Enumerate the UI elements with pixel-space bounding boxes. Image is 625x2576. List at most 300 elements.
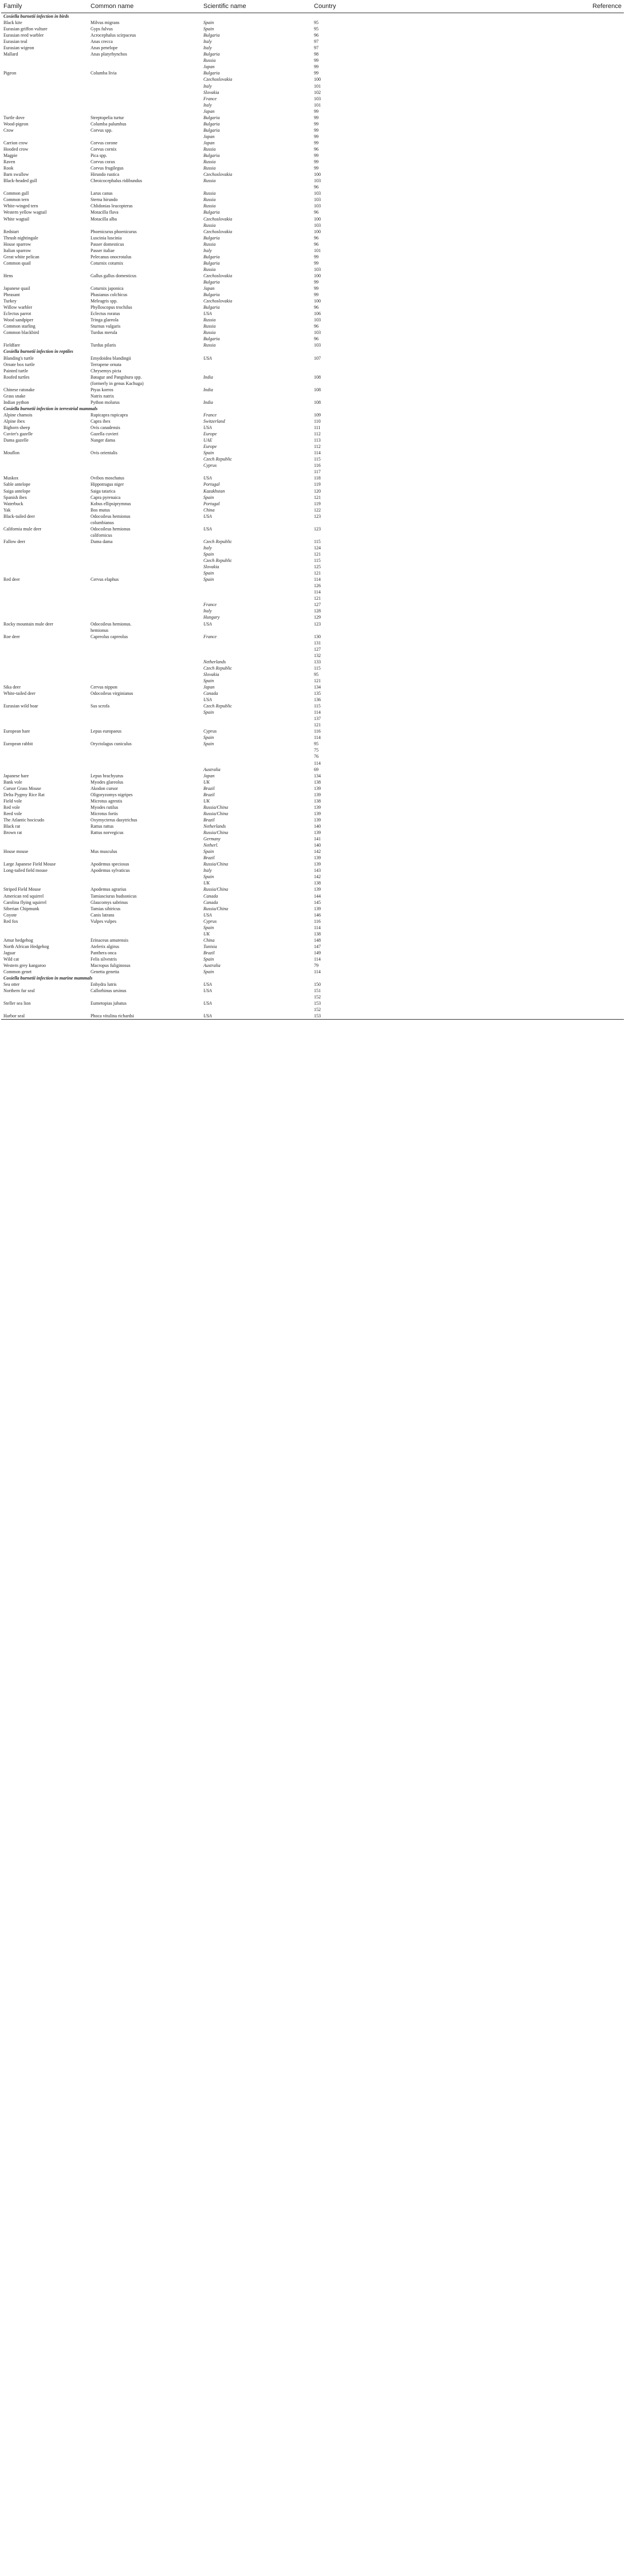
common-name-cell [88, 614, 201, 620]
country-cell: 102 [314, 89, 321, 95]
common-name-cell: Nanger dama [91, 438, 115, 443]
reference-cell [420, 551, 624, 557]
family-cell: Great white pelican [3, 254, 40, 259]
scientific-name-cell: Czechoslovakia [203, 172, 233, 178]
family-cell: Roofed turtles [3, 374, 30, 380]
reference-cell [420, 836, 624, 842]
country-cell: 120 [314, 488, 321, 494]
family-cell: Fallow deer [3, 538, 25, 544]
table-row [1, 614, 624, 620]
common-name-cell: Mus musculus [91, 849, 117, 855]
family-cell [1, 266, 88, 273]
family-cell: Pigeon [3, 70, 17, 76]
scientific-name-cell: Czechoslovakia [203, 273, 233, 278]
common-name-cell: Gallus gallus domesticus [91, 273, 136, 278]
family-cell: Hens [3, 273, 13, 278]
country-cell: 134 [314, 684, 321, 690]
common-name-cell: Natrix natrix [91, 393, 115, 399]
family-cell: Amur hedgehog [3, 937, 33, 943]
common-name-cell [88, 855, 201, 861]
country-cell: 106 [314, 311, 321, 317]
reference-cell [420, 70, 624, 76]
reference-cell [420, 652, 624, 659]
table-row [1, 792, 624, 798]
common-name-cell: Odocoileus hemionus [91, 513, 131, 519]
table-row [1, 804, 624, 811]
scientific-name-cell: France [203, 412, 217, 418]
country-cell: 152 [314, 994, 321, 1000]
country-cell: 121 [314, 722, 321, 728]
common-name-cell: Cervus elaphus [91, 577, 119, 583]
family-cell [1, 747, 88, 753]
country-cell [312, 520, 420, 526]
scientific-name-cell: Spain [203, 678, 214, 683]
country-cell: 139 [314, 862, 321, 867]
country-cell: 76 [314, 754, 319, 760]
common-name-cell: Bos mutus [91, 507, 111, 513]
common-name-cell: Atelerix algirus [91, 943, 119, 949]
reference-cell [420, 564, 624, 570]
family-cell: Eurasian wigeon [3, 45, 34, 51]
reference-cell [420, 229, 624, 235]
country-cell: 139 [314, 785, 321, 791]
country-cell: 140 [314, 824, 321, 829]
family-cell: Siberian Chipmunk [3, 906, 40, 911]
table-row [1, 387, 624, 393]
country-cell: 115 [314, 457, 321, 462]
reference-cell [420, 501, 624, 507]
common-name-cell [88, 640, 201, 646]
table-row [1, 538, 624, 545]
country-cell: 142 [314, 874, 321, 880]
country-cell: 96 [314, 235, 319, 241]
reference-cell [420, 266, 624, 273]
country-cell: 139 [314, 906, 321, 911]
scientific-name-cell: India [203, 387, 213, 392]
reference-cell [420, 469, 624, 475]
country-cell: 138 [314, 798, 321, 804]
family-cell: Eurasian griffon vulture [3, 26, 48, 32]
family-cell: Black rat [3, 824, 21, 829]
table-row [1, 127, 624, 133]
family-cell: Common genet [3, 969, 32, 975]
table-row [1, 785, 624, 792]
country-cell: 99 [314, 292, 319, 298]
country-cell: 108 [314, 387, 321, 392]
scientific-name-cell: Spain [203, 735, 214, 741]
table-row [1, 57, 624, 64]
reference-cell [420, 956, 624, 962]
table-row [1, 671, 624, 678]
reference-cell [420, 576, 624, 583]
family-cell [1, 627, 88, 634]
family-cell: Blanding's turtle [3, 355, 34, 361]
scientific-name-cell: Switzerland [203, 419, 225, 424]
common-name-cell [88, 874, 201, 880]
table-row [1, 209, 624, 215]
country-cell: 121 [314, 596, 321, 601]
table-row [1, 32, 624, 38]
scientific-name-cell: Russia/China [203, 906, 229, 911]
country-cell: 138 [314, 880, 321, 886]
family-cell: Carrion crow [3, 140, 28, 145]
table-row [1, 526, 624, 532]
table-row [1, 108, 624, 115]
table-row [1, 893, 624, 899]
common-name-cell [88, 83, 201, 89]
country-cell: 119 [314, 482, 321, 487]
common-name-cell: Columba livia [91, 70, 117, 76]
country-cell: 139 [314, 817, 321, 823]
reference-cell [420, 722, 624, 728]
country-cell: 112 [314, 444, 321, 450]
reference-cell [420, 906, 624, 912]
common-name-cell: Kobus ellipsiprymnus [91, 501, 131, 506]
scientific-name-cell: Netherlands [203, 824, 226, 829]
common-name-cell: Myodes rutilus [91, 804, 119, 810]
scientific-name-cell: Spain [203, 20, 214, 26]
country-cell: 103 [314, 191, 321, 196]
common-name-cell [88, 652, 201, 659]
scientific-name-cell: Brazil [203, 817, 215, 823]
table-row [1, 254, 624, 260]
reference-cell [420, 380, 624, 387]
reference-cell [420, 994, 624, 1000]
table-row [1, 317, 624, 323]
family-cell [1, 336, 88, 342]
family-cell: Japanese quail [3, 286, 30, 292]
reference-cell [420, 703, 624, 709]
country-cell: 103 [314, 222, 321, 228]
family-cell: Mouflon [3, 450, 19, 456]
country-cell: 100 [314, 273, 321, 278]
table-row [1, 279, 624, 285]
scientific-name-cell: India [203, 399, 213, 405]
table-row [1, 1013, 624, 1020]
table-row [1, 697, 624, 703]
reference-cell [420, 83, 624, 89]
header-country: Country [312, 0, 420, 13]
scientific-name-cell: Russia [203, 197, 216, 203]
reference-cell [420, 728, 624, 734]
scientific-name-cell: USA [203, 526, 212, 532]
common-name-cell: hemionus [91, 627, 109, 633]
family-cell: Grass snake [3, 393, 26, 399]
country-cell: 99 [314, 166, 319, 171]
country-cell: 127 [314, 646, 321, 652]
family-cell [1, 469, 88, 475]
family-cell: Willow warbler [3, 305, 33, 310]
scientific-name-cell: UK [203, 931, 210, 937]
table-row [1, 627, 624, 634]
table-row [1, 773, 624, 779]
table-row [1, 184, 624, 190]
family-cell [1, 96, 88, 102]
reference-cell [420, 342, 624, 348]
common-name-cell [88, 266, 201, 273]
country-cell: 99 [314, 140, 319, 145]
reference-cell [420, 279, 624, 285]
table-row [1, 823, 624, 829]
table-row [1, 171, 624, 178]
table-row [1, 520, 624, 526]
country-cell: 95 [314, 671, 319, 677]
reference-cell [420, 165, 624, 171]
family-cell [1, 608, 88, 614]
scientific-name-cell: USA [203, 697, 212, 703]
common-name-cell: Acrocephalus scirpaceus [91, 33, 136, 38]
common-name-cell: Myodes glareolus [91, 779, 124, 785]
reference-cell [420, 57, 624, 64]
table-row [1, 418, 624, 424]
table-row [1, 323, 624, 329]
scientific-name-cell [201, 760, 312, 766]
common-name-cell: Phoca vitulina richardsi [91, 1013, 134, 1019]
family-cell: Wild cat [3, 956, 19, 962]
reference-cell [420, 450, 624, 456]
common-name-cell [88, 747, 201, 753]
reference-cell [420, 152, 624, 159]
family-cell: Common quail [3, 260, 31, 266]
family-cell: Rook [3, 166, 14, 171]
reference-cell [420, 184, 624, 190]
table-row [1, 380, 624, 387]
table-header [1, 0, 624, 13]
family-cell: Reed vole [3, 811, 22, 816]
scientific-name-cell: Czechoslovakia [203, 216, 233, 222]
scientific-name-cell [201, 393, 312, 399]
table-row [1, 203, 624, 209]
country-cell: 114 [314, 925, 321, 930]
table-row [1, 355, 624, 361]
common-name-cell: californicus [91, 532, 112, 538]
country-cell [312, 393, 420, 399]
family-cell [1, 76, 88, 82]
common-name-cell: Hippotragus niger [91, 482, 124, 487]
reference-cell [420, 684, 624, 690]
table-row [1, 867, 624, 874]
family-cell [1, 855, 88, 861]
reference-cell [420, 811, 624, 817]
section-heading-row [1, 406, 624, 412]
table-row [1, 665, 624, 671]
family-cell [1, 994, 88, 1000]
country-cell [312, 368, 420, 374]
table-row [1, 766, 624, 773]
reference-cell [420, 254, 624, 260]
scientific-name-cell: France [203, 634, 217, 639]
scientific-name-cell: Czechoslovakia [203, 229, 233, 234]
table-row [1, 45, 624, 51]
family-cell [1, 722, 88, 728]
country-cell: 107 [314, 355, 321, 361]
scientific-name-cell: France [203, 96, 217, 101]
country-cell: 103 [314, 203, 321, 209]
reference-cell [420, 855, 624, 861]
common-name-cell [88, 760, 201, 766]
table-row [1, 336, 624, 342]
scientific-name-cell: Spain [203, 577, 214, 583]
family-cell: Northern fur seal [3, 988, 35, 994]
reference-cell [420, 424, 624, 431]
scientific-name-cell: Russia/China [203, 830, 229, 836]
scientific-name-cell [201, 627, 312, 634]
reference-cell [420, 937, 624, 943]
scientific-name-cell: Japan [203, 133, 215, 139]
table-row [1, 507, 624, 513]
country-cell: 99 [314, 254, 319, 259]
common-name-cell: Capra pyrenaica [91, 494, 121, 500]
country-cell: 114 [314, 956, 321, 962]
family-cell [1, 715, 88, 722]
common-name-cell: Oligoryzomys nigripes [91, 792, 133, 797]
reference-cell [420, 355, 624, 361]
scientific-name-cell: Italy [203, 39, 212, 45]
reference-cell [420, 709, 624, 715]
reference-cell [420, 475, 624, 481]
scientific-name-cell: USA [203, 912, 212, 918]
scientific-name-cell: Hungary [203, 615, 220, 620]
scientific-name-cell: Russia [203, 330, 216, 336]
common-name-cell: Emydoidea blandingii [91, 355, 131, 361]
scientific-name-cell: Australia [203, 963, 221, 969]
common-name-cell [88, 1006, 201, 1013]
scientific-name-cell: Cyprus [203, 729, 217, 734]
family-cell: Cursor Grass Mouse [3, 785, 41, 791]
table-row [1, 102, 624, 108]
country-cell: 114 [314, 577, 321, 583]
family-cell: Red deer [3, 577, 20, 583]
table-row [1, 861, 624, 867]
family-cell: Black kite [3, 20, 22, 26]
scientific-name-cell: Germany [203, 836, 221, 842]
section-heading: Coxiella burnetii infection in marine mammals [3, 976, 93, 981]
common-name-cell [88, 665, 201, 671]
scientific-name-cell: Canada [203, 691, 218, 697]
country-cell: 123 [314, 526, 321, 532]
country-cell: 116 [314, 729, 321, 734]
table-row [1, 988, 624, 994]
family-cell: Common tern [3, 197, 29, 203]
family-cell: Hooded crow [3, 146, 29, 152]
reference-cell [420, 178, 624, 184]
reference-cell [420, 962, 624, 969]
reference-cell [420, 171, 624, 178]
table-row [1, 760, 624, 766]
common-name-cell: Chrysemys picta [91, 368, 121, 373]
reference-cell [420, 595, 624, 601]
scientific-name-cell: Italy [203, 868, 212, 874]
reference-cell [420, 310, 624, 317]
table-row [1, 842, 624, 848]
family-cell: Steller sea lion [3, 1001, 31, 1006]
table-row [1, 235, 624, 241]
table-row [1, 298, 624, 304]
reference-cell [420, 443, 624, 450]
family-cell: Jaguar [3, 950, 15, 955]
family-cell [1, 520, 88, 526]
family-cell: Alpine chamois [3, 412, 33, 418]
reference-cell [420, 538, 624, 545]
common-name-cell: Tringa glareola [91, 317, 119, 323]
common-name-cell: Pica spp. [91, 153, 107, 159]
country-cell: 95 [314, 741, 319, 747]
reference-cell [420, 823, 624, 829]
scientific-name-cell: UK [203, 798, 210, 804]
reference-cell [420, 912, 624, 918]
table-row [1, 469, 624, 475]
family-cell: Alpine ibex [3, 419, 25, 424]
table-row [1, 545, 624, 551]
table-row [1, 292, 624, 298]
common-name-cell: Motacilla flava [91, 210, 119, 215]
scientific-name-cell: Russia [203, 191, 216, 196]
family-cell [1, 443, 88, 450]
common-name-cell [88, 222, 201, 229]
table-row [1, 874, 624, 880]
table-row [1, 981, 624, 988]
table-row [1, 899, 624, 906]
table-row [1, 678, 624, 684]
reference-cell [420, 216, 624, 222]
scientific-name-cell: France [203, 602, 217, 608]
family-cell [1, 925, 88, 931]
reference-cell [420, 241, 624, 247]
reference-cell [420, 146, 624, 152]
table-row [1, 196, 624, 203]
reference-cell [420, 621, 624, 627]
country-cell: 139 [314, 804, 321, 810]
country-cell: 134 [314, 773, 321, 778]
family-cell: Striped Field Mouse [3, 887, 41, 892]
table-row [1, 260, 624, 266]
family-cell [1, 766, 88, 773]
family-cell [1, 279, 88, 285]
family-cell: Painted turtle [3, 368, 28, 373]
family-cell [1, 545, 88, 551]
reference-cell [420, 1006, 624, 1013]
common-name-cell [88, 836, 201, 842]
reference-cell [420, 988, 624, 994]
country-cell: 121 [314, 494, 321, 500]
table-row [1, 342, 624, 348]
table-row [1, 222, 624, 229]
country-cell: 153 [314, 1001, 321, 1006]
country-cell: 100 [314, 229, 321, 234]
table-row [1, 798, 624, 804]
scientific-name-cell: Italy [203, 608, 212, 614]
common-name-cell: Ptyas korros [91, 387, 113, 392]
scientific-name-cell: Kazakhstan [203, 488, 225, 494]
common-name-cell [88, 184, 201, 190]
reference-cell [420, 715, 624, 722]
family-cell: House mouse [3, 849, 29, 855]
reference-cell [420, 431, 624, 437]
common-name-cell: Apodemus speciosus [91, 862, 129, 867]
section-heading-row [1, 975, 624, 981]
scientific-name-cell [201, 747, 312, 753]
reference-cell [420, 298, 624, 304]
common-name-cell: Hirundo rustica [91, 172, 119, 178]
family-cell: Delta Pygmy Rice Rat [3, 792, 45, 797]
country-cell: 123 [314, 621, 321, 627]
table-row [1, 640, 624, 646]
common-name-cell [88, 595, 201, 601]
family-cell [1, 222, 88, 229]
reference-cell [420, 456, 624, 462]
country-cell: 96 [314, 184, 319, 190]
family-cell: Pheasant [3, 292, 20, 298]
